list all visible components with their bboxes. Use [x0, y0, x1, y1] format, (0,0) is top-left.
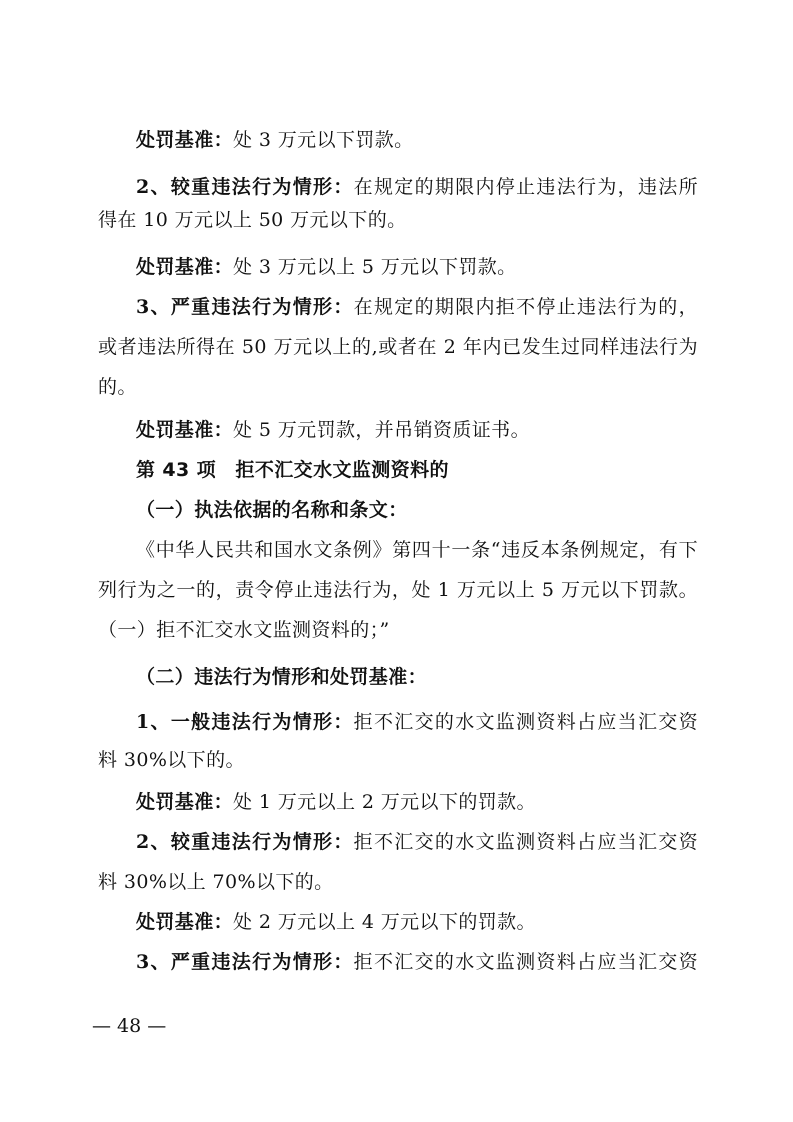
- penalty-standard-text: 处 3 万元以上 5 万元以下罚款。: [233, 256, 517, 278]
- severe-violation-label: 3、严重违法行为情形：: [136, 296, 354, 318]
- page-number: — 48 —: [92, 1015, 167, 1037]
- penalty-standard-line: [98, 415, 698, 445]
- severe-violation-line: [98, 292, 698, 322]
- penalty-standard-label: 处罚基准：: [136, 256, 234, 278]
- section-heading-violations: （二）违法行为情形和处罚基准：: [136, 666, 428, 688]
- severe-violation-continuation: 或者违法所得在 50 万元以上的,或者在 2 年内已发生过同样违法行为: [98, 336, 698, 358]
- penalty-standard-line: [98, 907, 698, 937]
- item-heading: 第 43 项 拒不汇交水文监测资料的: [136, 459, 449, 481]
- legal-basis-text: 列行为之一的，责令停止违法行为，处 1 万元以上 5 万元以下罚款。: [98, 579, 698, 601]
- serious-violation-continuation: 料 30%以上 70%以下的。: [98, 871, 334, 893]
- general-violation-line: [98, 707, 698, 737]
- penalty-standard-label: 处罚基准：: [136, 791, 234, 813]
- legal-basis-text: 《中华人民共和国水文条例》第四十一条“违反本条例规定，有下: [136, 539, 698, 561]
- general-violation-text: 拒不汇交的水文监测资料占应当汇交资: [353, 711, 698, 733]
- legal-basis-text: （一）拒不汇交水文监测资料的；”: [98, 619, 390, 641]
- penalty-standard-text: 处 3 万元以下罚款。: [233, 129, 414, 151]
- severe-violation-continuation: 的。: [98, 376, 137, 398]
- general-violation-label: 1、一般违法行为情形：: [136, 711, 354, 733]
- serious-violation-text: 拒不汇交的水文监测资料占应当汇交资: [353, 831, 698, 853]
- penalty-standard-label: 处罚基准：: [136, 911, 234, 933]
- serious-violation-label: 2、较重违法行为情形：: [136, 831, 354, 853]
- penalty-standard-label: 处罚基准：: [136, 419, 234, 441]
- serious-violation-continuation: 得在 10 万元以上 50 万元以下的。: [98, 209, 407, 231]
- serious-violation-line: [98, 827, 698, 857]
- penalty-standard-label: 处罚基准：: [136, 129, 234, 151]
- penalty-standard-line: [98, 787, 698, 817]
- serious-violation-label: 2、较重违法行为情形：: [136, 176, 354, 198]
- penalty-standard-text: 处 2 万元以上 4 万元以下的罚款。: [233, 911, 536, 933]
- severe-violation-label: 3、严重违法行为情形：: [136, 951, 354, 973]
- severe-violation-line: [98, 947, 698, 977]
- serious-violation-line: [98, 172, 698, 202]
- serious-violation-text: 在规定的期限内停止违法行为，违法所: [353, 176, 698, 198]
- general-violation-continuation: 料 30%以下的。: [98, 749, 245, 771]
- penalty-standard-line: [98, 252, 698, 282]
- penalty-standard-text: 处 5 万元罚款，并吊销资质证书。: [233, 419, 530, 441]
- penalty-standard-line: [98, 125, 698, 155]
- severe-violation-text: 拒不汇交的水文监测资料占应当汇交资: [353, 951, 698, 973]
- section-heading-legal-basis: （一）执法依据的名称和条文：: [136, 499, 408, 521]
- penalty-standard-text: 处 1 万元以上 2 万元以下的罚款。: [233, 791, 536, 813]
- severe-violation-text: 在规定的期限内拒不停止违法行为的，: [353, 296, 698, 318]
